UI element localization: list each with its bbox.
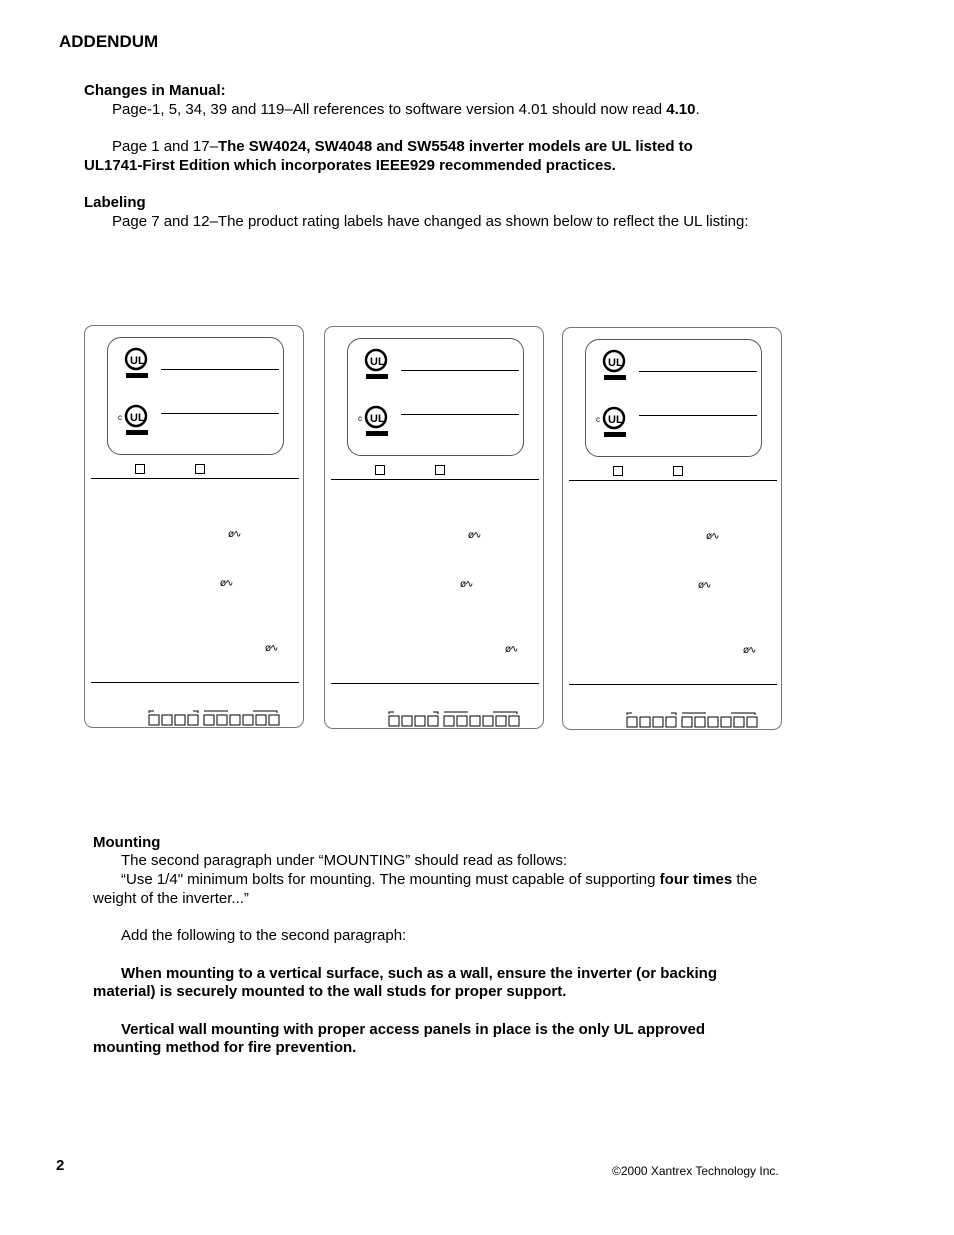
rating-label-1 [84,325,304,728]
checkbox-icon [135,464,145,474]
ul-listing-box [347,338,524,456]
version-number: 4.10 [666,101,696,118]
cul-listed-logo-icon [118,402,156,440]
phase-symbol: ø∿ [228,529,241,540]
divider [569,480,777,481]
svg-text:c: c [358,414,362,423]
mounting-p2 [121,870,757,889]
signature-line [161,413,279,414]
signature-line [639,415,757,416]
divider [569,684,777,685]
phase-symbol: ø∿ [706,531,719,542]
mounting-p4-line2: material) is securely mounted to the wall studs for proper support. [93,983,567,1000]
changes-heading: Changes in Manual: [84,82,226,99]
svg-text:UL: UL [130,412,145,424]
ul-listed-logo-icon [122,346,156,380]
svg-text:UL: UL [370,413,385,425]
phase-symbol: ø∿ [220,578,233,589]
signature-line [161,369,279,370]
rating-label-2 [324,326,544,729]
mounting-p1: The second paragraph under “MOUNTING” should read as follows: [121,852,568,869]
checkbox-icon [673,466,683,476]
cul-listed-logo-icon [596,404,634,442]
ul-listed-logo-icon [362,347,396,381]
page-number: 2 [56,1157,65,1174]
mounting-p2-prefix: “Use 1/4" minimum bolts for mounting. The mounting must capable of supporting [121,871,660,888]
page-title: ADDENDUM [59,32,159,51]
svg-text:UL: UL [608,414,623,426]
divider [331,479,539,480]
changes-line-3: UL1741-First Edition which incorporates IEEE929 recommended practices. [84,157,616,174]
mounting-p2-continued: weight of the inverter...” [93,890,249,907]
svg-text:UL: UL [370,356,385,368]
checkbox-icon [613,466,623,476]
serial-number-boxes-icon [626,712,758,730]
mounting-p5-line1: Vertical wall mounting with proper access panels in place is the only UL approved [121,1021,706,1038]
signature-line [639,371,757,372]
svg-text:UL: UL [130,355,145,367]
phase-symbol: ø∿ [265,643,278,654]
svg-text:UL: UL [608,357,623,369]
labeling-text: Page 7 and 12–The product rating labels have changed as shown below to reflect the UL listing: [112,213,749,230]
copyright: ©2000 Xantrex Technology Inc. [612,1164,779,1178]
phase-symbol: ø∿ [460,579,473,590]
serial-number-boxes-icon [148,710,280,728]
changes-line-2 [112,137,693,156]
divider [91,682,299,683]
ul-listing-box [585,339,762,457]
checkbox-icon [195,464,205,474]
serial-number-boxes-icon [388,711,520,729]
mounting-p2-bold: four times [659,871,733,888]
checkbox-icon [375,465,385,475]
svg-text:c: c [596,415,600,424]
ul-listing-box [107,337,284,455]
mounting-p5-line2: mounting method for fire prevention. [93,1039,357,1056]
phase-symbol: ø∿ [743,645,756,656]
rating-label-3 [562,327,782,730]
divider [91,478,299,479]
changes-line-1 [112,100,700,119]
signature-line [401,414,519,415]
svg-text:c: c [118,413,122,422]
changes-line2-bold: The SW4024, SW4048 and SW5548 inverter models are UL listed to [217,138,693,155]
signature-line [401,370,519,371]
ul-listed-logo-icon [600,348,634,382]
labeling-heading: Labeling [84,194,146,211]
mounting-heading: Mounting [93,834,161,851]
mounting-p3: Add the following to the second paragraph: [121,927,407,944]
phase-symbol: ø∿ [468,530,481,541]
changes-line1-suffix: . [695,101,700,118]
mounting-p4-line1: When mounting to a vertical surface, such as a wall, ensure the inverter (or backing [121,965,717,982]
cul-listed-logo-icon [358,403,396,441]
phase-symbol: ø∿ [698,580,711,591]
phase-symbol: ø∿ [505,644,518,655]
changes-line2-prefix: Page 1 and 17– [112,138,218,155]
changes-line1-prefix: Page-1, 5, 34, 39 and 119–All references to software version 4.01 should now read [112,101,667,118]
divider [331,683,539,684]
mounting-p2-suffix: the [732,871,758,888]
checkbox-icon [435,465,445,475]
